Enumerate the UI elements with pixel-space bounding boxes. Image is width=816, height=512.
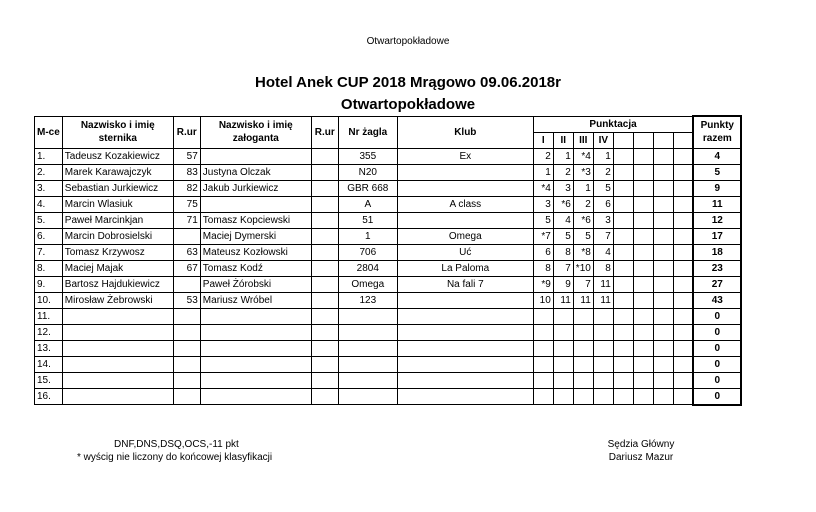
col-club: Klub [397, 116, 533, 148]
table-row [35, 388, 742, 405]
cell-rank1: 57 [173, 148, 200, 164]
cell-sail [338, 340, 397, 356]
cell-crew [200, 372, 311, 388]
cell-race-empty [673, 276, 693, 292]
cell-sail: N20 [338, 164, 397, 180]
cell-race-empty [653, 276, 673, 292]
cell-race-empty [673, 212, 693, 228]
cell-race-empty [673, 260, 693, 276]
cell-race-3: *4 [573, 148, 593, 164]
col-race-1: I [533, 132, 553, 148]
cell-club [397, 308, 533, 324]
table-row [35, 260, 742, 276]
cell-race-2: 7 [553, 260, 573, 276]
cell-race-empty [613, 324, 633, 340]
cell-race-empty [653, 212, 673, 228]
cell-race-empty [633, 324, 653, 340]
cell-crew [200, 340, 311, 356]
judge-title: Sędzia Główny [607, 439, 675, 450]
cell-place: 5. [35, 212, 63, 228]
cell-race-empty [673, 196, 693, 212]
cell-crew [200, 148, 311, 164]
cell-sail: 355 [338, 148, 397, 164]
cell-crew [200, 356, 311, 372]
footnote-discard: * wyścig nie liczony do końcowej klasyfikacji [77, 452, 273, 463]
cell-race-empty [653, 292, 673, 308]
cell-race-1 [533, 324, 553, 340]
cell-sail: 706 [338, 244, 397, 260]
cell-rank2 [311, 260, 338, 276]
col-skipper: Nazwisko i imię sternika [62, 116, 173, 148]
cell-points: 17 [693, 228, 741, 244]
cell-race-empty [653, 308, 673, 324]
cell-race-empty [673, 372, 693, 388]
cell-rank1 [173, 340, 200, 356]
cell-race-empty [633, 148, 653, 164]
cell-rank2 [311, 180, 338, 196]
cell-race-empty [613, 340, 633, 356]
cell-place: 15. [35, 372, 63, 388]
cell-club [397, 164, 533, 180]
cell-points: 23 [693, 260, 741, 276]
cell-race-1: *9 [533, 276, 553, 292]
table-row [35, 292, 742, 308]
cell-sail: GBR 668 [338, 180, 397, 196]
cell-race-empty [673, 356, 693, 372]
cell-race-1 [533, 388, 553, 405]
cell-race-1 [533, 372, 553, 388]
cell-race-empty [633, 228, 653, 244]
cell-place: 4. [35, 196, 63, 212]
cell-club: A class [397, 196, 533, 212]
col-race-empty [633, 132, 653, 148]
cell-points: 5 [693, 164, 741, 180]
judge-name: Dariusz Mazur [608, 452, 674, 463]
col-points: Punkty razem [693, 116, 741, 148]
cell-skipper [62, 372, 173, 388]
table-row [35, 164, 742, 180]
cell-skipper [62, 324, 173, 340]
table-row [35, 196, 742, 212]
cell-race-empty [633, 356, 653, 372]
cell-race-empty [653, 228, 673, 244]
cell-race-empty [653, 356, 673, 372]
cell-rank2 [311, 340, 338, 356]
col-scoring: Punktacja [533, 116, 693, 132]
cell-place: 12. [35, 324, 63, 340]
cell-rank2 [311, 292, 338, 308]
document-title: Hotel Anek CUP 2018 Mrągowo 09.06.2018r [255, 74, 561, 91]
cell-race-3: 1 [573, 180, 593, 196]
cell-club: Na fali 7 [397, 276, 533, 292]
cell-race-3 [573, 324, 593, 340]
cell-points: 0 [693, 356, 741, 372]
cell-skipper [62, 356, 173, 372]
cell-club: Uć [397, 244, 533, 260]
cell-sail [338, 372, 397, 388]
cell-race-empty [613, 356, 633, 372]
cell-race-empty [633, 212, 653, 228]
cell-skipper: Marcin Dobrosielski [62, 228, 173, 244]
cell-race-2: 2 [553, 164, 573, 180]
cell-rank2 [311, 228, 338, 244]
cell-race-3: 11 [573, 292, 593, 308]
cell-rank1 [173, 276, 200, 292]
cell-skipper: Marcin Wlasiuk [62, 196, 173, 212]
cell-rank1: 67 [173, 260, 200, 276]
cell-crew [200, 308, 311, 324]
cell-race-4: 4 [593, 244, 613, 260]
cell-sail [338, 388, 397, 405]
cell-crew: Maciej Dymerski [200, 228, 311, 244]
cell-rank2 [311, 196, 338, 212]
col-crew: Nazwisko i imię załoganta [200, 116, 311, 148]
cell-place: 7. [35, 244, 63, 260]
cell-rank2 [311, 324, 338, 340]
cell-race-4 [593, 356, 613, 372]
table-row [35, 228, 742, 244]
cell-rank2 [311, 356, 338, 372]
cell-skipper [62, 308, 173, 324]
cell-points: 0 [693, 308, 741, 324]
cell-race-empty [613, 276, 633, 292]
table-row [35, 148, 742, 164]
cell-rank1: 83 [173, 164, 200, 180]
cell-race-empty [613, 180, 633, 196]
cell-race-1: 2 [533, 148, 553, 164]
cell-race-empty [673, 180, 693, 196]
cell-rank1: 71 [173, 212, 200, 228]
col-race-empty [653, 132, 673, 148]
cell-race-empty [653, 244, 673, 260]
cell-race-2 [553, 308, 573, 324]
cell-race-empty [633, 180, 653, 196]
cell-crew: Jakub Jurkiewicz [200, 180, 311, 196]
cell-race-empty [633, 340, 653, 356]
cell-sail [338, 324, 397, 340]
cell-sail: Omega [338, 276, 397, 292]
cell-club [397, 180, 533, 196]
cell-race-empty [653, 340, 673, 356]
cell-sail: 1 [338, 228, 397, 244]
cell-race-3: *10 [573, 260, 593, 276]
cell-club [397, 340, 533, 356]
cell-sail [338, 356, 397, 372]
cell-skipper: Bartosz Hajdukiewicz [62, 276, 173, 292]
col-rank2: R.ur [311, 116, 338, 148]
cell-rank1: 63 [173, 244, 200, 260]
cell-club: Ex [397, 148, 533, 164]
col-race-3: III [573, 132, 593, 148]
cell-sail: A [338, 196, 397, 212]
table-row [35, 180, 742, 196]
cell-crew: Mateusz Kozłowski [200, 244, 311, 260]
table-row [35, 244, 742, 260]
cell-race-empty [653, 164, 673, 180]
cell-race-4 [593, 388, 613, 405]
cell-race-3: 2 [573, 196, 593, 212]
cell-race-2: *6 [553, 196, 573, 212]
cell-rank2 [311, 244, 338, 260]
cell-rank1 [173, 324, 200, 340]
cell-place: 9. [35, 276, 63, 292]
cell-race-empty [633, 196, 653, 212]
cell-crew: Mariusz Wróbel [200, 292, 311, 308]
table-row [35, 212, 742, 228]
cell-points: 0 [693, 372, 741, 388]
cell-rank2 [311, 212, 338, 228]
cell-club [397, 324, 533, 340]
cell-race-empty [653, 324, 673, 340]
table-row [35, 372, 742, 388]
cell-sail: 2804 [338, 260, 397, 276]
cell-crew: Tomasz Kopciewski [200, 212, 311, 228]
cell-race-empty [633, 292, 653, 308]
cell-race-2: 8 [553, 244, 573, 260]
cell-race-4: 11 [593, 292, 613, 308]
cell-race-empty [633, 260, 653, 276]
cell-race-empty [653, 196, 673, 212]
cell-race-2: 4 [553, 212, 573, 228]
cell-race-empty [613, 388, 633, 405]
cell-sail: 51 [338, 212, 397, 228]
cell-race-3: 7 [573, 276, 593, 292]
cell-race-empty [613, 228, 633, 244]
cell-crew: Justyna Olczak [200, 164, 311, 180]
cell-race-4 [593, 340, 613, 356]
table-row [35, 340, 742, 356]
cell-race-1: 3 [533, 196, 553, 212]
cell-race-empty [653, 260, 673, 276]
cell-points: 0 [693, 324, 741, 340]
cell-club: La Paloma [397, 260, 533, 276]
cell-race-empty [633, 276, 653, 292]
cell-skipper [62, 388, 173, 405]
cell-race-1: 1 [533, 164, 553, 180]
cell-place: 14. [35, 356, 63, 372]
cell-skipper: Paweł Marcinkjan [62, 212, 173, 228]
cell-race-2: 11 [553, 292, 573, 308]
cell-club [397, 212, 533, 228]
cell-race-4: 2 [593, 164, 613, 180]
cell-club [397, 356, 533, 372]
cell-race-empty [613, 260, 633, 276]
cell-race-empty [633, 308, 653, 324]
cell-race-empty [653, 388, 673, 405]
col-race-empty [613, 132, 633, 148]
cell-rank2 [311, 308, 338, 324]
cell-race-1 [533, 356, 553, 372]
cell-race-4 [593, 372, 613, 388]
cell-race-empty [673, 324, 693, 340]
col-place: M-ce [35, 116, 63, 148]
cell-race-empty [673, 244, 693, 260]
cell-race-empty [613, 372, 633, 388]
cell-skipper [62, 340, 173, 356]
cell-place: 6. [35, 228, 63, 244]
cell-race-empty [653, 180, 673, 196]
cell-race-2: 5 [553, 228, 573, 244]
cell-points: 0 [693, 388, 741, 405]
col-rank1: R.ur [173, 116, 200, 148]
cell-race-3 [573, 356, 593, 372]
table-row [35, 356, 742, 372]
cell-place: 16. [35, 388, 63, 405]
cell-race-empty [673, 292, 693, 308]
col-sail: Nr żagla [338, 116, 397, 148]
cell-rank1 [173, 228, 200, 244]
cell-race-empty [613, 292, 633, 308]
cell-points: 12 [693, 212, 741, 228]
cell-race-1 [533, 308, 553, 324]
cell-skipper: Marek Karawajczyk [62, 164, 173, 180]
cell-race-3: *3 [573, 164, 593, 180]
cell-race-3 [573, 308, 593, 324]
cell-race-empty [613, 164, 633, 180]
cell-race-empty [633, 388, 653, 405]
cell-rank1: 53 [173, 292, 200, 308]
cell-race-4: 1 [593, 148, 613, 164]
cell-place: 8. [35, 260, 63, 276]
col-race-4: IV [593, 132, 613, 148]
cell-crew: Tomasz Kodź [200, 260, 311, 276]
cell-race-1: 8 [533, 260, 553, 276]
cell-race-3 [573, 372, 593, 388]
cell-place: 10. [35, 292, 63, 308]
cell-race-empty [673, 148, 693, 164]
cell-race-empty [673, 308, 693, 324]
cell-points: 0 [693, 340, 741, 356]
cell-race-4: 7 [593, 228, 613, 244]
cell-rank2 [311, 164, 338, 180]
cell-club [397, 292, 533, 308]
page-header: Otwartopokładowe [366, 36, 450, 47]
cell-race-empty [613, 212, 633, 228]
cell-race-1: 6 [533, 244, 553, 260]
document-subtitle: Otwartopokładowe [340, 96, 476, 113]
cell-rank1: 75 [173, 196, 200, 212]
cell-skipper: Tomasz Krzywosz [62, 244, 173, 260]
cell-race-2: 1 [553, 148, 573, 164]
table-header [35, 116, 742, 148]
cell-rank2 [311, 276, 338, 292]
table-row [35, 308, 742, 324]
cell-race-empty [613, 148, 633, 164]
cell-race-2 [553, 340, 573, 356]
cell-race-empty [653, 148, 673, 164]
col-race-2: II [553, 132, 573, 148]
table-row [35, 276, 742, 292]
cell-race-empty [613, 196, 633, 212]
cell-place: 2. [35, 164, 63, 180]
cell-place: 11. [35, 308, 63, 324]
cell-race-2 [553, 324, 573, 340]
cell-skipper: Tadeusz Kozakiewicz [62, 148, 173, 164]
cell-place: 1. [35, 148, 63, 164]
cell-rank2 [311, 388, 338, 405]
cell-race-3: *8 [573, 244, 593, 260]
results-table [34, 115, 742, 406]
cell-rank1 [173, 388, 200, 405]
cell-points: 11 [693, 196, 741, 212]
cell-race-1: *4 [533, 180, 553, 196]
table-row [35, 324, 742, 340]
cell-race-2 [553, 372, 573, 388]
cell-rank1 [173, 308, 200, 324]
cell-race-4 [593, 308, 613, 324]
cell-race-empty [673, 388, 693, 405]
cell-place: 3. [35, 180, 63, 196]
cell-race-4 [593, 324, 613, 340]
table-body [35, 148, 742, 405]
cell-skipper: Maciej Majak [62, 260, 173, 276]
cell-points: 43 [693, 292, 741, 308]
cell-race-4: 5 [593, 180, 613, 196]
cell-race-2 [553, 388, 573, 405]
cell-race-1: *7 [533, 228, 553, 244]
footnote-penalty: DNF,DNS,DSQ,OCS,-11 pkt [114, 439, 239, 450]
cell-race-4: 8 [593, 260, 613, 276]
cell-race-empty [673, 228, 693, 244]
cell-club [397, 388, 533, 405]
cell-sail [338, 308, 397, 324]
cell-rank1 [173, 372, 200, 388]
cell-race-2 [553, 356, 573, 372]
cell-skipper: Mirosław Żebrowski [62, 292, 173, 308]
cell-points: 4 [693, 148, 741, 164]
cell-race-empty [673, 164, 693, 180]
cell-race-2: 3 [553, 180, 573, 196]
cell-race-empty [613, 308, 633, 324]
cell-race-empty [613, 244, 633, 260]
cell-crew [200, 324, 311, 340]
cell-race-1: 5 [533, 212, 553, 228]
cell-club: Omega [397, 228, 533, 244]
cell-race-4: 11 [593, 276, 613, 292]
col-race-empty [673, 132, 693, 148]
cell-sail: 123 [338, 292, 397, 308]
cell-club [397, 372, 533, 388]
cell-skipper: Sebastian Jurkiewicz [62, 180, 173, 196]
cell-race-empty [633, 164, 653, 180]
cell-race-empty [673, 340, 693, 356]
cell-crew [200, 196, 311, 212]
cell-race-3 [573, 340, 593, 356]
cell-race-1 [533, 340, 553, 356]
cell-race-2: 9 [553, 276, 573, 292]
cell-race-empty [653, 372, 673, 388]
cell-race-3: 5 [573, 228, 593, 244]
cell-race-empty [633, 372, 653, 388]
cell-place: 13. [35, 340, 63, 356]
cell-points: 9 [693, 180, 741, 196]
cell-rank1 [173, 356, 200, 372]
cell-rank2 [311, 372, 338, 388]
cell-race-4: 3 [593, 212, 613, 228]
cell-crew: Paweł Żórobski [200, 276, 311, 292]
cell-race-4: 6 [593, 196, 613, 212]
cell-race-1: 10 [533, 292, 553, 308]
cell-rank1: 82 [173, 180, 200, 196]
cell-rank2 [311, 148, 338, 164]
cell-race-empty [633, 244, 653, 260]
cell-crew [200, 388, 311, 405]
cell-points: 18 [693, 244, 741, 260]
cell-points: 27 [693, 276, 741, 292]
cell-race-3 [573, 388, 593, 405]
cell-race-3: *6 [573, 212, 593, 228]
